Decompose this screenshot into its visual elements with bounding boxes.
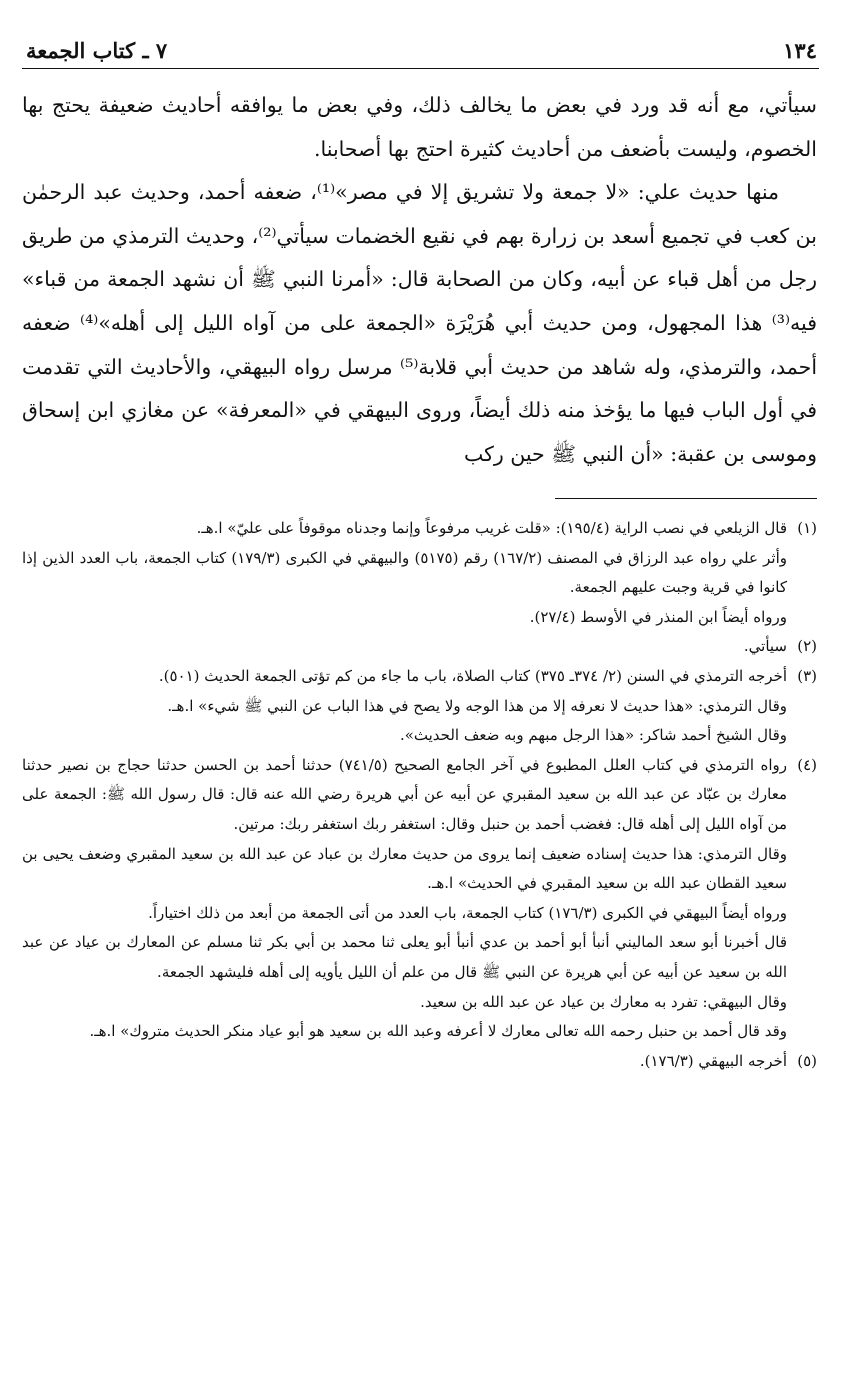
footnote-2	[22, 632, 817, 662]
footnote-5	[22, 1047, 817, 1077]
footnote-4-sub-4: وقال البيهقي: تفرد به معارك بن عياد عن عبد الله بن سعيد.	[420, 992, 787, 1011]
footnote-text: قال الزيلعي في نصب الراية (١٩٥/٤): «قلت غريب مرفوعاً وإنما وجدناه موقوفاً على عليّ» ا.هـ.	[196, 519, 787, 537]
footnote-number: (٥)	[797, 1051, 817, 1070]
footnote-text: سيأتي.	[743, 637, 787, 656]
footnote-4	[22, 751, 817, 840]
main-text	[22, 84, 817, 476]
footnote-divider	[555, 498, 817, 499]
footnote-text: أخرجه الترمذي في السنن (٢/ ٣٧٤ـ ٣٧٥) كتاب الصلاة، باب ما جاء من كم تؤتى الجمعة الحديث (٥٠١).	[158, 666, 787, 685]
footnote-number: (٢)	[797, 637, 817, 656]
footnote-number: (٤)	[797, 755, 817, 774]
footnote-number: (١)	[797, 519, 817, 537]
footnote-1-sub-1: وأثر علي رواه عبد الرزاق في المصنف (١٦٧/٢) رقم (٥١٧٥) والبيهقي في الكبرى (١٧٩/٣) كتاب الجمعة، باب العدد الذين إذا كانوا في قرية وجبت عليهم الجمعة.	[22, 548, 787, 597]
footnote-text: رواه الترمذي في كتاب العلل المطبوع في آخر الجامع الصحيح (٧٤١/٥) حدثنا أحمد بن الحسن حدثنا حجاج بن نصير حدثنا معارك بن عبّاد عن عبد الله بن سعيد المقبري عن أبيه عن أبي هريرة رضي الله عنه قال: قال رسول الله ﷺ: الجمعة على من آواه الليل إلى أهله قال: فغضب أحمد بن حنبل وقال: استغفر ربك استغفر ربك: مرتين.	[22, 755, 787, 833]
footnote-4-sub-2: ورواه أيضاً البيهقي في الكبرى (١٧٦/٣) كتاب الجمعة، باب العدد من أتى الجمعة من أبعد من ذلك اختياراً.	[148, 903, 787, 922]
body-paragraph-1: سيأتي، مع أنه قد ورد في بعض ما يخالف ذلك، وفي بعض ما يوافقه أحاديث ضعيفة يحتج بها الخصوم، وليست بأضعف من أحاديث كثيرة احتج بها أصحابنا.	[22, 93, 817, 161]
footnote-1-sub-2: ورواه أيضاً ابن المنذر في الأوسط (٢٧/٤).	[529, 607, 787, 626]
footnote-4-sub-1: وقال الترمذي: هذا حديث إسناده ضعيف إنما يروى من حديث معارك بن عباد عن عبد الله بن سعيد المقبري وضعف يحيى بن سعيد القطان عبد الله بن سعيد المقبري في الحديث» ا.هـ.	[22, 844, 787, 893]
footnote-1	[22, 514, 817, 544]
page-number: ١٣٤	[783, 38, 817, 63]
footnotes	[22, 514, 817, 1076]
footnote-3-sub-2: وقال الشيخ أحمد شاكر: «هذا الرجل مبهم وبه ضعف الحديث».	[399, 726, 787, 745]
footnote-text: أخرجه البيهقي (١٧٦/٣).	[639, 1051, 787, 1070]
running-title: ٧ ـ كتاب الجمعة	[26, 38, 168, 63]
footnote-3	[22, 662, 817, 692]
footnote-4-sub-5: وقد قال أحمد بن حنبل رحمه الله تعالى معارك لا أعرفه وعبد الله بن سعيد هو أبو عياد منكر الحديث متروك» ا.هـ.	[89, 1022, 787, 1041]
page-header	[22, 38, 819, 69]
footnote-4-sub-3: قال أخبرنا أبو سعد الماليني أنبأ أبو أحمد بن عدي أنبأ أبو يعلى ثنا محمد بن أبي بكر ثنا مسلم عن المعارك بن عياد عن عبد الله بن سعيد عن أبيه عن أبي هريرة عن النبي ﷺ قال من علم أن الليل يأويه إلى أهله فليشهد الجمعة.	[22, 933, 787, 981]
footnote-3-sub-1: وقال الترمذي: «هذا حديث لا نعرفه إلا من هذا الوجه ولا يصح في هذا الباب عن النبي ﷺ شيء» ا.هـ.	[167, 696, 787, 715]
body-paragraph-2: منها حديث علي: «لا جمعة ولا تشريق إلا في مصر»⁽¹⁾، ضعفه أحمد، وحديث عبد الرحمٰن بن كعب في تجميع أسعد بن زرارة بهم في نقيع الخضمات سيأتي⁽²⁾، وحديث الترمذي من طريق رجل من أهل قباء عن أبيه، وكان من الصحابة قال: «أمرنا النبي ﷺ أن نشهد الجمعة من قباء» فيه⁽³⁾ هذا المجهول، ومن حديث أبي هُرَيْرَة «الجمعة على من آواه الليل إلى أهله»⁽⁴⁾ ضعفه أحمد، والترمذي، وله شاهد من حديث أبي قلابة⁽⁵⁾ مرسل رواه البيهقي، والأحاديث التي تقدمت في أول الباب فيها ما يؤخذ منه ذلك أيضاً، وروى البيهقي في «المعرفة» عن مغازي ابن إسحاق وموسى بن عقبة: «أن النبي ﷺ حين ركب	[22, 180, 818, 466]
footnote-number: (٣)	[797, 666, 817, 685]
